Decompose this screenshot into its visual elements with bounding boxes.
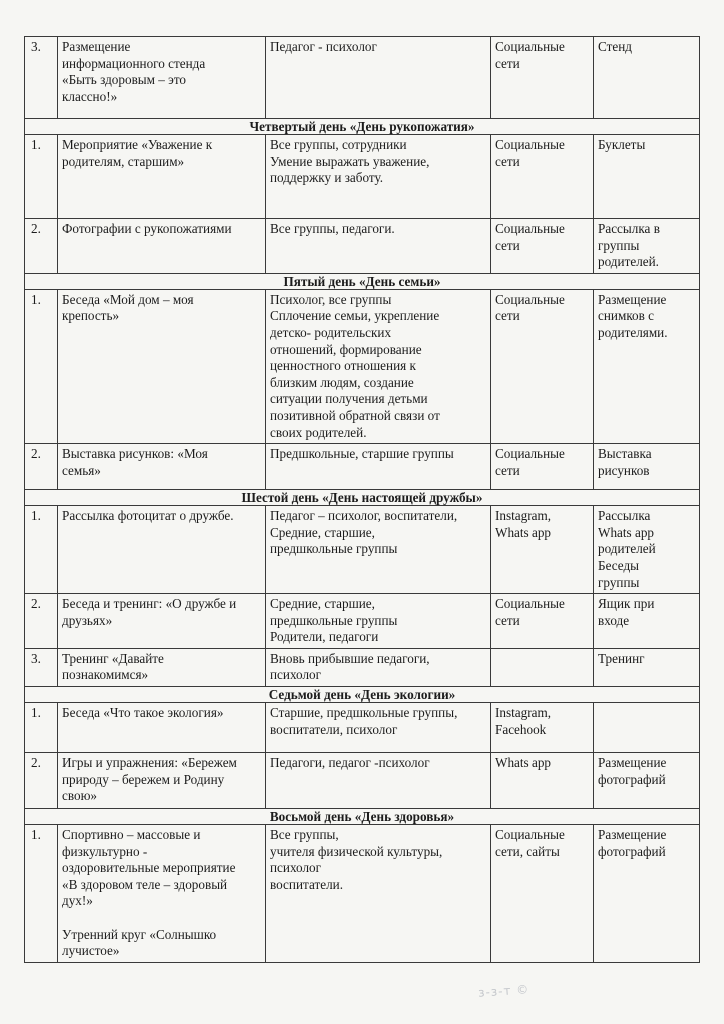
event-cell: Спортивно – массовые и физкультурно - оздоровительные мероприятие «В здоровом теле – здоровый дух!» Утренний круг «Солнышко лучистое» bbox=[58, 825, 266, 963]
result-cell: Тренинг bbox=[594, 648, 700, 686]
schedule-table bbox=[24, 36, 700, 963]
event-cell: Игры и упражнения: «Бережем природу – бережем и Родину свою» bbox=[58, 753, 266, 809]
participants-cell: Педагог – психолог, воспитатели, Средние, старшие, предшкольные группы bbox=[266, 506, 491, 594]
platform-cell: Социальные сети bbox=[491, 219, 594, 274]
result-cell: Размещение фотографий bbox=[594, 825, 700, 963]
result-cell: Ящик при входе bbox=[594, 594, 700, 649]
result-cell: Буклеты bbox=[594, 135, 700, 219]
platform-cell: Whats app bbox=[491, 753, 594, 809]
platform-cell: Социальные сети bbox=[491, 594, 594, 649]
table-row bbox=[25, 37, 700, 119]
participants-cell: Психолог, все группы Сплочение семьи, укрепление детско- родительских отношений, формирование ценностного отношения к близким людям, создание ситуации получения детьми позитивной обратной связи от своих родителей. bbox=[266, 289, 491, 443]
table-row bbox=[25, 289, 700, 443]
table-row bbox=[25, 594, 700, 649]
platform-cell: Instagram, Facehook bbox=[491, 703, 594, 753]
row-number: 2. bbox=[25, 219, 58, 274]
day-section-row bbox=[25, 809, 700, 825]
result-cell bbox=[594, 703, 700, 753]
row-number: 3. bbox=[25, 37, 58, 119]
event-cell: Размещение информационного стенда «Быть здоровым – это классно!» bbox=[58, 37, 266, 119]
event-cell: Выставка рисунков: «Моя семья» bbox=[58, 444, 266, 490]
event-cell: Беседа «Мой дом – моя крепость» bbox=[58, 289, 266, 443]
row-number: 2. bbox=[25, 594, 58, 649]
participants-cell: Старшие, предшкольные группы, воспитатели, психолог bbox=[266, 703, 491, 753]
table-row bbox=[25, 753, 700, 809]
platform-cell bbox=[491, 648, 594, 686]
row-number: 1. bbox=[25, 703, 58, 753]
participants-cell: Предшкольные, старшие группы bbox=[266, 444, 491, 490]
schedule-body bbox=[25, 37, 700, 963]
day-title: Пятый день «День семьи» bbox=[25, 273, 700, 289]
participants-cell: Вновь прибывшие педагоги, психолог bbox=[266, 648, 491, 686]
result-cell: Стенд bbox=[594, 37, 700, 119]
platform-cell: Instagram, Whats app bbox=[491, 506, 594, 594]
day-title: Восьмой день «День здоровья» bbox=[25, 809, 700, 825]
row-number: 1. bbox=[25, 135, 58, 219]
table-row bbox=[25, 506, 700, 594]
participants-cell: Педагоги, педагог -психолог bbox=[266, 753, 491, 809]
day-title: Четвертый день «День рукопожатия» bbox=[25, 119, 700, 135]
platform-cell: Социальные сети, сайты bbox=[491, 825, 594, 963]
day-title: Шестой день «День настоящей дружбы» bbox=[25, 490, 700, 506]
day-section-row bbox=[25, 490, 700, 506]
event-cell: Беседа «Что такое экология» bbox=[58, 703, 266, 753]
event-cell: Тренинг «Давайте познакомимся» bbox=[58, 648, 266, 686]
scan-mark: з-з-т © bbox=[477, 982, 530, 1000]
event-cell: Беседа и тренинг: «О дружбе и друзьях» bbox=[58, 594, 266, 649]
participants-cell: Все группы, сотрудники Умение выражать уважение, поддержку и заботу. bbox=[266, 135, 491, 219]
participants-cell: Все группы, педагоги. bbox=[266, 219, 491, 274]
table-row bbox=[25, 135, 700, 219]
platform-cell: Социальные сети bbox=[491, 37, 594, 119]
table-row bbox=[25, 648, 700, 686]
row-number: 3. bbox=[25, 648, 58, 686]
table-row bbox=[25, 219, 700, 274]
platform-cell: Социальные сети bbox=[491, 289, 594, 443]
row-number: 1. bbox=[25, 506, 58, 594]
participants-cell: Все группы, учителя физической культуры, психолог воспитатели. bbox=[266, 825, 491, 963]
result-cell: Рассылка Whats app родителей Беседы группы bbox=[594, 506, 700, 594]
row-number: 2. bbox=[25, 444, 58, 490]
row-number: 1. bbox=[25, 289, 58, 443]
day-section-row bbox=[25, 687, 700, 703]
result-cell: Размещение фотографий bbox=[594, 753, 700, 809]
day-section-row bbox=[25, 273, 700, 289]
platform-cell: Социальные сети bbox=[491, 444, 594, 490]
event-cell: Фотографии с рукопожатиями bbox=[58, 219, 266, 274]
participants-cell: Педагог - психолог bbox=[266, 37, 491, 119]
platform-cell: Социальные сети bbox=[491, 135, 594, 219]
table-row bbox=[25, 703, 700, 753]
result-cell: Выставка рисунков bbox=[594, 444, 700, 490]
table-row bbox=[25, 825, 700, 963]
table-row bbox=[25, 444, 700, 490]
day-title: Седьмой день «День экологии» bbox=[25, 687, 700, 703]
result-cell: Размещение снимков с родителями. bbox=[594, 289, 700, 443]
day-section-row bbox=[25, 119, 700, 135]
participants-cell: Средние, старшие, предшкольные группы Родители, педагоги bbox=[266, 594, 491, 649]
result-cell: Рассылка в группы родителей. bbox=[594, 219, 700, 274]
event-cell: Рассылка фотоцитат о дружбе. bbox=[58, 506, 266, 594]
event-cell: Мероприятие «Уважение к родителям, старшим» bbox=[58, 135, 266, 219]
row-number: 1. bbox=[25, 825, 58, 963]
row-number: 2. bbox=[25, 753, 58, 809]
